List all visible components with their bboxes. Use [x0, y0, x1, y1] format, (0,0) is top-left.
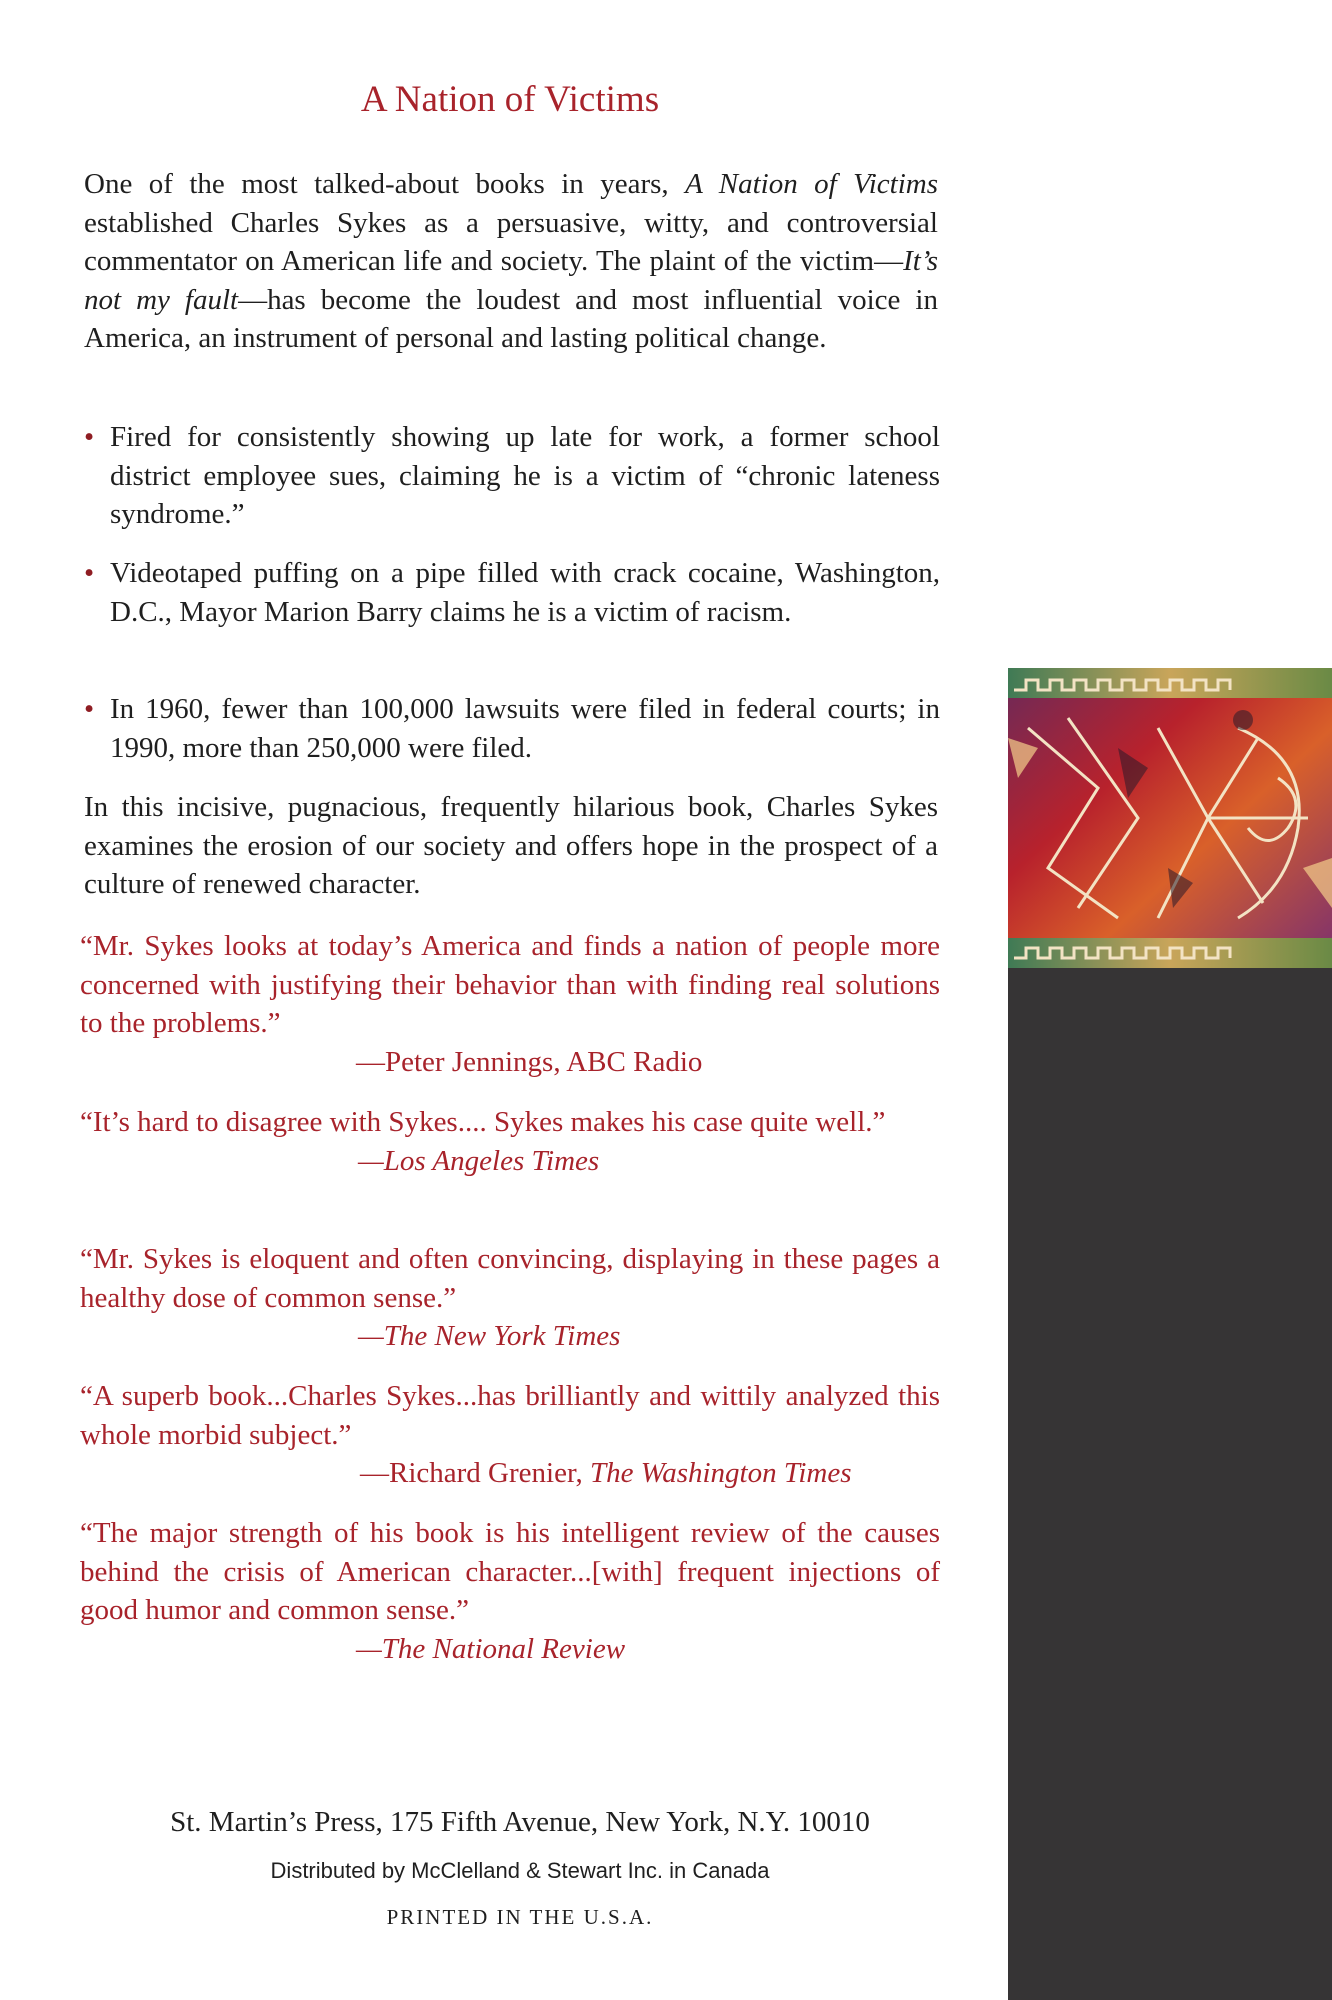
attribution-source: The New York Times: [383, 1320, 621, 1352]
distribution-note: Distributed by McClelland & Stewart Inc. in Canada: [270, 1858, 770, 1883]
intro-lead: One of the most talked-about books in years,: [84, 168, 686, 200]
review-quote: [80, 1514, 940, 1668]
printed-note: PRINTED IN THE U.S.A.: [386, 1905, 654, 1929]
intro-slogan: It’s not my fault: [84, 245, 938, 316]
bullet-text: In 1960, fewer than 100,000 lawsuits were filed in federal courts; in 1990, more than 250,000 were filed.: [110, 693, 940, 764]
quote-text: “It’s hard to disagree with Sykes.... Sykes makes his case quite well.”: [80, 1106, 886, 1138]
dark-panel: [1008, 968, 1332, 2000]
review-quote: [80, 1240, 940, 1356]
quote-attribution: [80, 1454, 940, 1493]
attribution-prefix: —: [358, 1320, 384, 1352]
intro-tail: —has become the loudest and most influential voice in America, an instrument of personal and lasting political change.: [84, 283, 938, 354]
quote-attribution: [80, 1142, 940, 1181]
attribution-prefix: —Richard Grenier,: [360, 1457, 590, 1489]
bullet-text: Videotaped puffing on a pipe filled with crack cocaine, Washington, D.C., Mayor Marion Barry claims he is a victim of racism.: [110, 557, 940, 628]
outro-paragraph: In this incisive, pugnacious, frequently hilarious book, Charles Sykes examines the erosion of our society and offers hope in the prospect of a culture of renewed character.: [84, 791, 938, 900]
quote-text: “A superb book...Charles Sykes...has brilliantly and wittily analyzed this whole morbid subject.”: [80, 1380, 940, 1451]
attribution-prefix: —: [356, 1632, 382, 1665]
attribution-source: Los Angeles Times: [383, 1144, 600, 1177]
bullet-text: Fired for consistently showing up late for work, a former school district employee sues, claiming he is a victim of “chronic lateness syndrome.”: [110, 421, 940, 530]
intro-mid: established Charles Sykes as a persuasive, witty, and controversial commentator on American life and society. The plaint of the victim—: [84, 206, 938, 277]
bullet-icon: •: [84, 557, 95, 589]
ornamental-artwork: [1008, 668, 1332, 968]
quote-attribution: [80, 1043, 940, 1082]
review-quote: [80, 1103, 940, 1180]
quote-text: “Mr. Sykes looks at today’s America and finds a nation of people more concerned with justifying their behavior than with finding real solutions to the problems.”: [80, 930, 940, 1039]
page-title: A Nation of Victims: [360, 79, 660, 120]
quote-text: “Mr. Sykes is eloquent and often convincing, displaying in these pages a healthy dose of common sense.”: [80, 1243, 940, 1314]
attribution-prefix: —: [358, 1144, 384, 1177]
review-quote: [80, 1377, 940, 1493]
review-quote: [80, 927, 940, 1081]
intro-book-title: A Nation of Victims: [685, 168, 938, 200]
quote-attribution: [80, 1317, 940, 1356]
attribution-source: The Washington Times: [589, 1457, 852, 1489]
quote-text: “The major strength of his book is his intelligent review of the causes behind the crisis of American character...[with] frequent injections of good humor and common sense.”: [80, 1517, 940, 1626]
intro-paragraph: [84, 165, 938, 358]
publisher-address: St. Martin’s Press, 175 Fifth Avenue, New York, N.Y. 10010: [170, 1806, 870, 1838]
cover-art-strip: [1008, 668, 1332, 2000]
list-item: [80, 418, 940, 534]
attribution-prefix: —Peter Jennings, ABC Radio: [356, 1045, 703, 1078]
attribution-source: The National Review: [381, 1632, 626, 1665]
bullet-icon: •: [84, 693, 95, 725]
list-item: [80, 690, 940, 767]
quote-attribution: [80, 1630, 940, 1669]
list-item: [80, 554, 940, 631]
bullet-icon: •: [84, 421, 95, 453]
